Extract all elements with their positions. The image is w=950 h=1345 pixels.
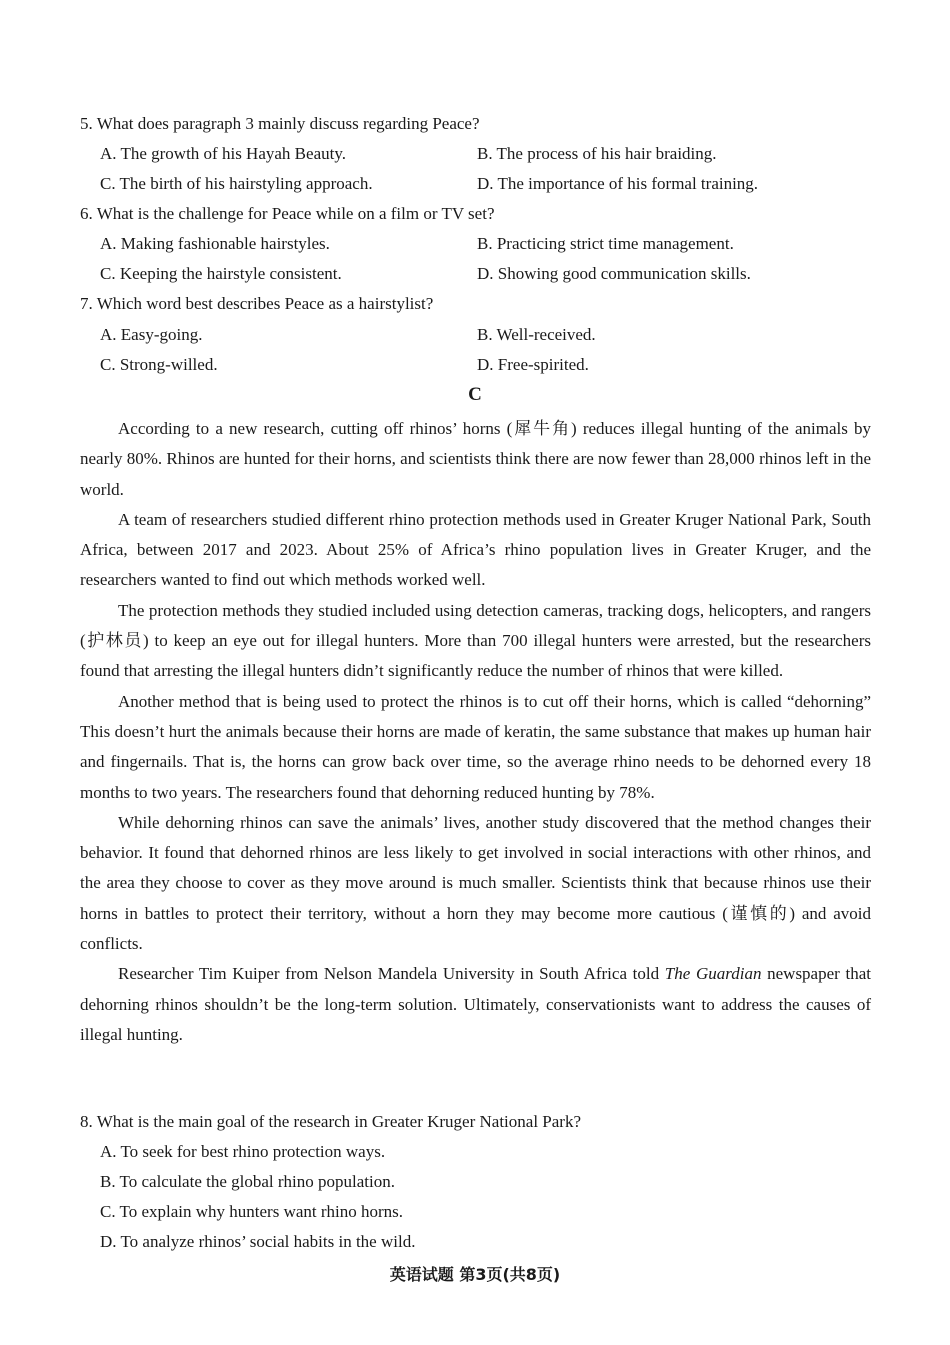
passage-paragraph-6 [80,959,871,1050]
passage-paragraph-4: Another method that is being used to protect the rhinos is to cut off their horns, which is called “dehorning” This doesn’t hurt the animals because their horns are made of keratin, the same substance that makes up human hair and fingernails. That is, the horns can grow back over time, so the average rhino needs to be dehorned every 18 months to two years. The researchers found that dehorning reduced hunting by 78%. [80,691,871,802]
question-5-stem: 5. What does paragraph 3 mainly discuss regarding Peace? [80,114,480,133]
question-6-option-a: A. Making fashionable hairstyles. [100,234,330,253]
newspaper-title: The Guardian [664,964,762,984]
question-5-option-c: C. The birth of his hairstyling approach. [100,174,373,193]
question-8-option-d: D. To analyze rhinos’ social habits in the wild. [100,1232,416,1251]
section-heading: C [468,384,482,405]
question-5-option-b: B. The process of his hair braiding. [477,144,717,163]
reading-passage [80,414,871,1050]
paragraph-6-text-start: Researcher Tim Kuiper from Nelson Mandela University in South Africa told [118,964,665,984]
paragraph-6-text-end: newspaper that dehorning rhinos shouldn’t be the long-term solution. Ultimately, conservationists want to address the causes of illegal hunting. [80,964,871,1044]
question-6-stem: 6. What is the challenge for Peace while on a film or TV set? [80,204,495,223]
passage-paragraph-5: While dehorning rhinos can save the animals’ lives, another study discovered that the method changes their behavior. It found that dehorned rhinos are less likely to get involved in social interactions with other rhinos, and the area they choose to cover as they move around is much smaller. Scientists think that because rhinos use their horns in battles to protect their territory, without a horn they may become more cautious (谨慎的) and avoid conflicts. [80,812,871,954]
page-footer: 英语试题 第3页(共8页) [389,1265,561,1284]
passage-paragraph-1: According to a new research, cutting off rhinos’ horns (犀牛角) reduces illegal hunting of the animals by nearly 80%. Rhinos are hunted for their horns, and scientists think there are now fewer than 28,000 rhinos left in the world. [80,419,871,499]
question-8-option-c: C. To explain why hunters want rhino horns. [100,1202,404,1221]
question-6-option-b: B. Practicing strict time management. [477,234,734,253]
question-6-option-c: C. Keeping the hairstyle consistent. [100,264,342,283]
passage-paragraph-3: The protection methods they studied included using detection cameras, tracking dogs, helicopters, and rangers (护林员) to keep an eye out for illegal hunters. More than 700 illegal hunters were arrested, but the researchers found that arresting the illegal hunters didn’t significantly reduce the number of rhinos that were killed. [80,600,871,681]
question-5-option-d: D. The importance of his formal training. [477,174,759,193]
question-7-option-c: C. Strong-willed. [100,355,218,374]
question-7-option-d: D. Free-spirited. [477,355,589,374]
question-8-stem: 8. What is the main goal of the research in Greater Kruger National Park? [80,1112,581,1131]
question-7-stem: 7. Which word best describes Peace as a hairstylist? [80,294,434,313]
question-5-option-a: A. The growth of his Hayah Beauty. [100,144,346,163]
question-8-option-b: B. To calculate the global rhino population. [100,1172,395,1191]
question-7-option-b: B. Well-received. [477,325,596,344]
question-8-option-a: A. To seek for best rhino protection ways. [100,1142,386,1161]
passage-paragraph-2: A team of researchers studied different rhino protection methods used in Greater Kruger National Park, South Africa, between 2017 and 2023. About 25% of Africa’s rhino population lives in Greater Kruger, and the researchers wanted to find out which methods worked well. [80,509,871,590]
question-7-option-a: A. Easy-going. [100,325,203,344]
question-6-option-d: D. Showing good communication skills. [477,264,751,283]
